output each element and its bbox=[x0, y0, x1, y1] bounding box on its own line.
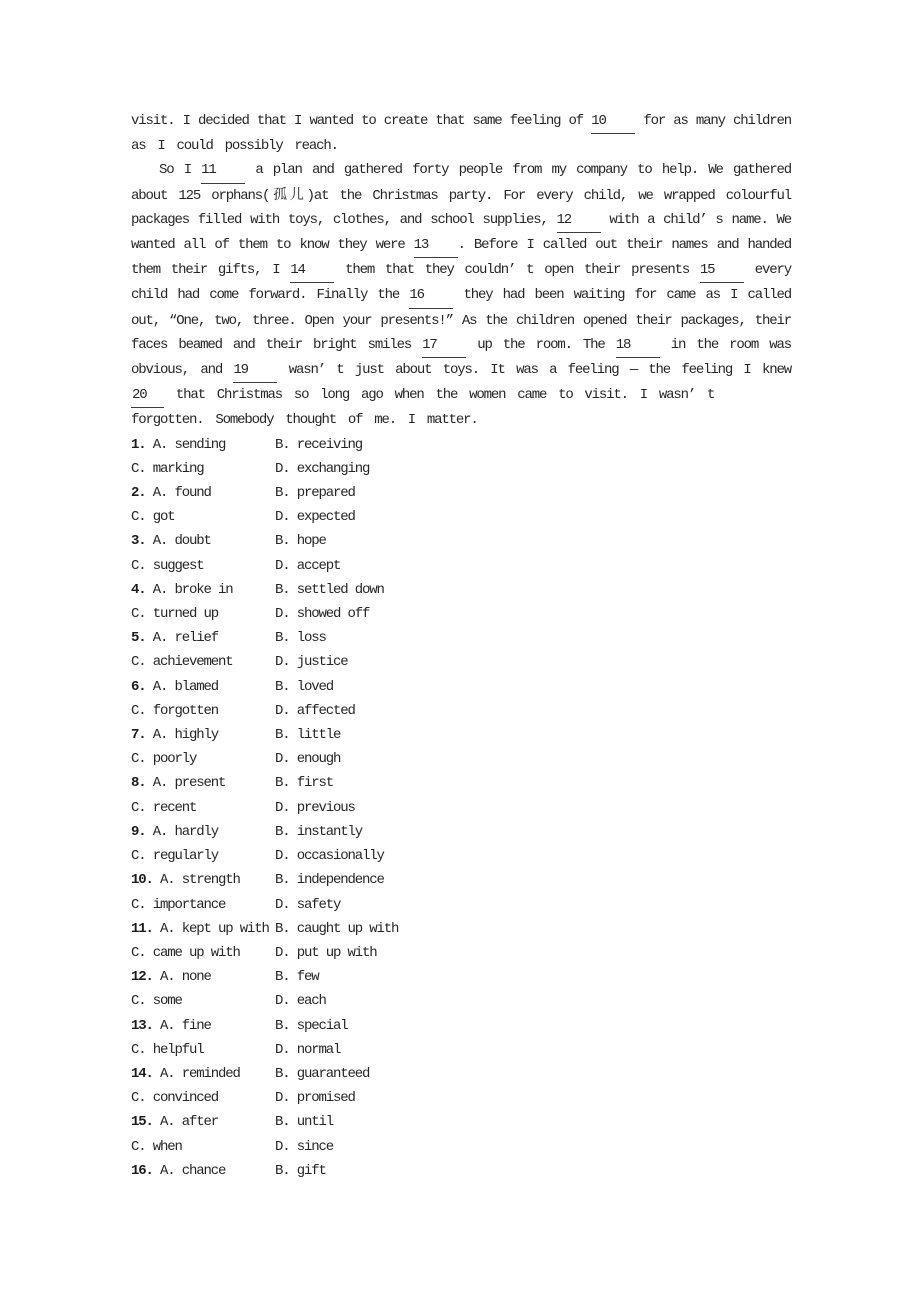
passage-text: in the room was bbox=[659, 336, 791, 353]
option-c: C. forgotten bbox=[131, 702, 219, 719]
option-c: C. poorly bbox=[131, 751, 197, 768]
option-d: D. accept bbox=[275, 557, 341, 574]
blank-18: 18 bbox=[616, 333, 660, 358]
blank-10: 10 bbox=[591, 109, 635, 134]
option-c: C. got bbox=[131, 509, 175, 526]
blank-13: 13 bbox=[414, 233, 458, 258]
option-b: B. hope bbox=[275, 533, 326, 550]
passage bbox=[131, 109, 791, 433]
option-a: A. highly bbox=[152, 727, 219, 744]
option-d: D. exchanging bbox=[275, 460, 370, 477]
option-a: A. chance bbox=[160, 1162, 226, 1179]
passage-text: they had been waiting for came as I called bbox=[453, 287, 791, 304]
question-row bbox=[131, 602, 791, 626]
option-b: B. guaranteed bbox=[275, 1065, 370, 1082]
question-row bbox=[131, 771, 791, 795]
passage-line bbox=[131, 109, 791, 134]
passage-line bbox=[131, 358, 791, 383]
question-row bbox=[131, 1014, 791, 1038]
question-number: 15. bbox=[131, 1114, 153, 1131]
question-number: 11. bbox=[131, 920, 153, 937]
question-row bbox=[131, 1086, 791, 1110]
question-row bbox=[131, 1135, 791, 1159]
option-a: A. relief bbox=[152, 630, 219, 647]
option-b: B. loss bbox=[275, 630, 326, 647]
passage-text: about 125 orphans(孤儿)at the Christmas party. For every child, we wrapped colourful bbox=[131, 187, 791, 204]
option-b: B. little bbox=[275, 727, 341, 744]
option-b: B. independence bbox=[275, 872, 384, 889]
passage-line bbox=[131, 309, 791, 333]
question-row bbox=[131, 941, 791, 965]
question-number: 12. bbox=[131, 969, 153, 986]
option-a: A. after bbox=[160, 1114, 219, 1131]
option-c: C. convinced bbox=[131, 1090, 219, 1107]
question-col-a bbox=[131, 1110, 275, 1134]
question-row bbox=[131, 893, 791, 917]
passage-line bbox=[131, 233, 791, 258]
question-number: 2. bbox=[131, 485, 146, 502]
option-a: A. found bbox=[152, 485, 211, 502]
passage-line bbox=[131, 208, 791, 233]
option-b: B. first bbox=[275, 775, 334, 792]
question-row bbox=[131, 650, 791, 674]
question-number: 10. bbox=[131, 872, 153, 889]
option-d: D. expected bbox=[275, 509, 355, 526]
question-row bbox=[131, 747, 791, 771]
passage-text: every bbox=[743, 262, 791, 279]
passage-text: as I could possibly reach. bbox=[131, 138, 338, 155]
option-b: B. instantly bbox=[275, 823, 363, 840]
option-d: D. safety bbox=[275, 896, 341, 913]
option-c: C. turned up bbox=[131, 606, 219, 623]
passage-text: with a child’ s name. We bbox=[600, 211, 791, 228]
option-a: A. fine bbox=[160, 1017, 211, 1034]
passage-text: wasn’ t just about toys. It was a feeling — the feeling I knew bbox=[277, 362, 791, 379]
passage-line bbox=[131, 184, 791, 208]
question-row bbox=[131, 965, 791, 989]
passage-text: up the room. The bbox=[466, 336, 616, 353]
passage-text: packages filled with toys, clothes, and school supplies, bbox=[131, 211, 557, 228]
option-d: D. put up with bbox=[275, 944, 377, 961]
question-col-a bbox=[131, 578, 275, 602]
question-number: 13. bbox=[131, 1017, 153, 1034]
option-b: B. caught up with bbox=[275, 920, 399, 937]
question-col-a bbox=[131, 675, 275, 699]
passage-line bbox=[131, 283, 791, 308]
option-c: C. recent bbox=[131, 799, 197, 816]
option-b: B. prepared bbox=[275, 485, 355, 502]
blank-12: 12 bbox=[557, 208, 601, 233]
option-a: A. blamed bbox=[152, 678, 219, 695]
option-c: C. importance bbox=[131, 896, 226, 913]
passage-text: So I bbox=[159, 162, 202, 179]
option-d: D. normal bbox=[275, 1041, 341, 1058]
question-col-a bbox=[131, 868, 275, 892]
question-row bbox=[131, 457, 791, 481]
question-number: 9. bbox=[131, 823, 146, 840]
question-row bbox=[131, 917, 791, 941]
option-b: B. few bbox=[275, 969, 319, 986]
option-b: B. until bbox=[275, 1114, 334, 1131]
blank-14: 14 bbox=[290, 258, 334, 283]
question-row bbox=[131, 844, 791, 868]
passage-text: wanted all of them to know they were bbox=[131, 237, 414, 254]
option-a: A. none bbox=[160, 969, 211, 986]
question-row bbox=[131, 578, 791, 602]
option-a: A. broke in bbox=[152, 581, 233, 598]
option-d: D. affected bbox=[275, 702, 355, 719]
option-a: A. sending bbox=[152, 436, 226, 453]
option-a: A. present bbox=[152, 775, 226, 792]
blank-20: 20 bbox=[131, 383, 164, 408]
question-row bbox=[131, 481, 791, 505]
option-a: A. kept up with bbox=[160, 920, 269, 937]
option-b: B. special bbox=[275, 1017, 348, 1034]
option-a: A. strength bbox=[160, 872, 240, 889]
option-c: C. some bbox=[131, 993, 182, 1010]
option-d: D. showed off bbox=[275, 606, 370, 623]
passage-text: faces beamed and their bright smiles bbox=[131, 336, 423, 353]
option-d: D. justice bbox=[275, 654, 348, 671]
question-row bbox=[131, 675, 791, 699]
option-d: D. previous bbox=[275, 799, 355, 816]
question-col-a bbox=[131, 1159, 275, 1183]
option-a: A. doubt bbox=[152, 533, 211, 550]
question-col-a bbox=[131, 917, 275, 941]
question-row bbox=[131, 554, 791, 578]
question-number: 14. bbox=[131, 1065, 153, 1082]
passage-text: child had come forward. Finally the bbox=[131, 287, 410, 304]
question-row bbox=[131, 1159, 791, 1183]
option-b: B. gift bbox=[275, 1162, 326, 1179]
option-d: D. each bbox=[275, 993, 326, 1010]
passage-text: visit. I decided that I wanted to create that same feeling of bbox=[131, 113, 592, 129]
option-d: D. since bbox=[275, 1138, 334, 1155]
passage-line bbox=[131, 408, 791, 432]
question-col-a bbox=[131, 1062, 275, 1086]
question-row bbox=[131, 1038, 791, 1062]
question-row bbox=[131, 626, 791, 650]
passage-line bbox=[131, 258, 791, 283]
question-row bbox=[131, 433, 791, 457]
question-row bbox=[131, 505, 791, 529]
question-row bbox=[131, 1110, 791, 1134]
question-col-a bbox=[131, 481, 275, 505]
question-col-a bbox=[131, 820, 275, 844]
question-row bbox=[131, 1062, 791, 1086]
passage-text: for as many children bbox=[635, 113, 791, 129]
question-row bbox=[131, 529, 791, 553]
question-row bbox=[131, 989, 791, 1013]
passage-line bbox=[131, 333, 791, 358]
question-col-a bbox=[131, 529, 275, 553]
question-col-a bbox=[131, 771, 275, 795]
question-col-a bbox=[131, 965, 275, 989]
passage-text: out, “One, two, three. Open your presents!” As the children opened their packages, their bbox=[131, 312, 791, 329]
option-b: B. settled down bbox=[275, 581, 384, 598]
option-b: B. loved bbox=[275, 678, 334, 695]
passage-text: that Christmas so long ago when the women came to visit. I wasn’ t bbox=[164, 387, 715, 404]
passage-line bbox=[131, 383, 791, 408]
question-col-a bbox=[131, 1014, 275, 1038]
blank-15: 15 bbox=[700, 258, 744, 283]
question-row bbox=[131, 868, 791, 892]
option-c: C. helpful bbox=[131, 1041, 204, 1058]
question-number: 5. bbox=[131, 630, 146, 647]
blank-16: 16 bbox=[409, 283, 453, 308]
option-c: C. achievement bbox=[131, 654, 233, 671]
passage-line bbox=[131, 158, 791, 183]
question-row bbox=[131, 796, 791, 820]
question-col-a bbox=[131, 626, 275, 650]
option-c: C. when bbox=[131, 1138, 182, 1155]
question-number: 8. bbox=[131, 775, 146, 792]
document-page bbox=[131, 109, 791, 1183]
passage-text: them that they couldn’ t open their presents bbox=[334, 262, 700, 279]
option-c: C. suggest bbox=[131, 557, 204, 574]
passage-text: them their gifts, I bbox=[131, 262, 291, 279]
question-row bbox=[131, 723, 791, 747]
question-number: 4. bbox=[131, 581, 146, 598]
question-col-a bbox=[131, 433, 275, 457]
option-d: D. enough bbox=[275, 751, 341, 768]
question-col-a bbox=[131, 723, 275, 747]
question-row bbox=[131, 699, 791, 723]
blank-17: 17 bbox=[422, 333, 466, 358]
question-number: 3. bbox=[131, 533, 146, 550]
blank-19: 19 bbox=[233, 358, 277, 383]
option-c: C. came up with bbox=[131, 944, 240, 961]
option-a: A. reminded bbox=[160, 1065, 240, 1082]
passage-text: . Before I called out their names and handed bbox=[457, 237, 791, 254]
passage-text: obvious, and bbox=[131, 362, 234, 379]
question-row bbox=[131, 820, 791, 844]
option-a: A. hardly bbox=[152, 823, 219, 840]
option-c: C. marking bbox=[131, 460, 204, 477]
passage-text: forgotten. Somebody thought of me. I matter. bbox=[131, 412, 478, 429]
questions bbox=[131, 433, 791, 1183]
option-d: D. promised bbox=[275, 1090, 355, 1107]
option-d: D. occasionally bbox=[275, 848, 384, 865]
passage-text: a plan and gathered forty people from my company to help. We gathered bbox=[245, 162, 791, 179]
option-b: B. receiving bbox=[275, 436, 363, 453]
passage-line bbox=[131, 134, 791, 158]
question-number: 7. bbox=[131, 727, 146, 744]
question-number: 16. bbox=[131, 1162, 153, 1179]
question-number: 6. bbox=[131, 678, 146, 695]
blank-11: 11 bbox=[201, 158, 245, 183]
question-number: 1. bbox=[131, 436, 146, 453]
option-c: C. regularly bbox=[131, 848, 219, 865]
